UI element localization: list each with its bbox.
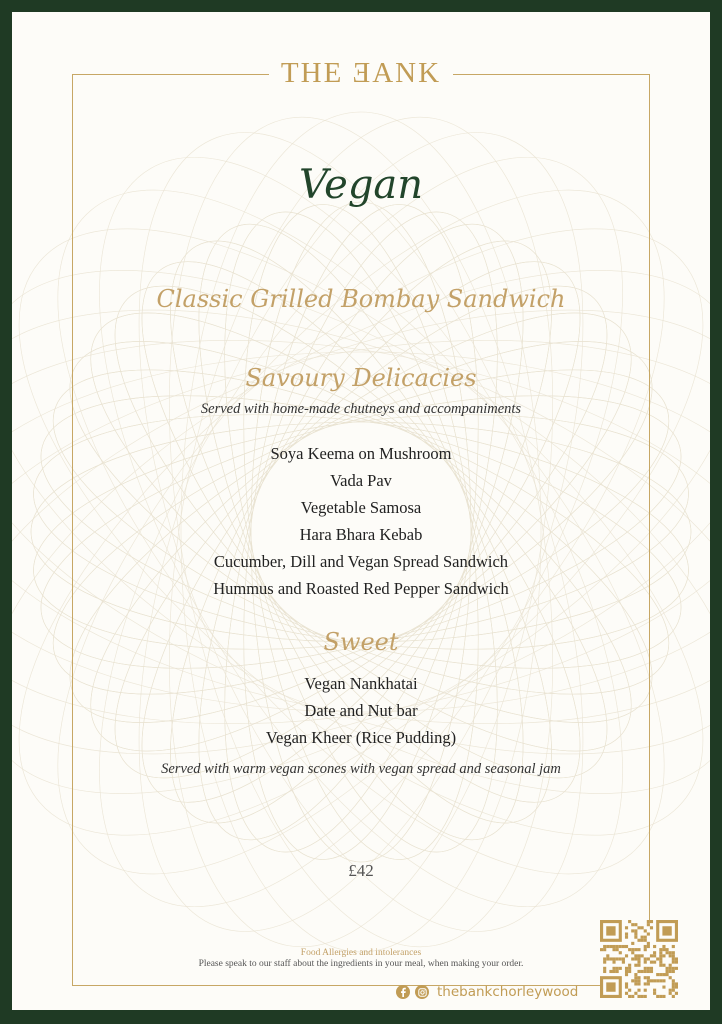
brand-logo	[12, 56, 710, 90]
facebook-icon[interactable]	[396, 985, 410, 999]
menu-title: Vegan	[298, 162, 424, 208]
list-item: Vegan Nankhatai	[304, 674, 418, 693]
savoury-note: Served with home-made chutneys and accompaniments	[200, 401, 522, 417]
savoury-heading: Savoury Delicacies	[245, 364, 477, 392]
allergy-title: Food Allergies and intolerances	[300, 948, 422, 958]
sweet-note: Served with warm vegan scones with vegan spread and seasonal jam	[161, 761, 561, 777]
list-item: Cucumber, Dill and Vegan Spread Sandwich	[213, 552, 509, 571]
sweet-heading: Sweet	[323, 628, 399, 656]
list-item: Hara Bhara Kebab	[299, 525, 423, 544]
qr-code[interactable]	[600, 920, 678, 998]
social-links	[396, 982, 578, 1002]
list-item: Vada Pav	[330, 471, 392, 490]
allergy-text: Please speak to our staff about the ingredients in your meal, when making your order.	[198, 959, 524, 969]
list-item: Vegan Kheer (Rice Pudding)	[265, 728, 457, 747]
list-item: Vegetable Samosa	[300, 498, 422, 517]
savoury-list	[12, 440, 710, 602]
list-item: Soya Keema on Mushroom	[270, 444, 452, 463]
list-item: Date and Nut bar	[304, 701, 418, 720]
social-handle[interactable]: thebankchorleywood	[437, 984, 579, 1000]
sandwich-title: Classic Grilled Bombay Sandwich	[156, 285, 566, 313]
menu-page	[12, 12, 710, 1010]
instagram-icon[interactable]	[415, 985, 429, 999]
list-item: Hummus and Roasted Red Pepper Sandwich	[213, 579, 509, 598]
brand-name: THE ƎANK	[269, 56, 453, 90]
price: £42	[348, 861, 374, 880]
sweet-list	[12, 670, 710, 751]
